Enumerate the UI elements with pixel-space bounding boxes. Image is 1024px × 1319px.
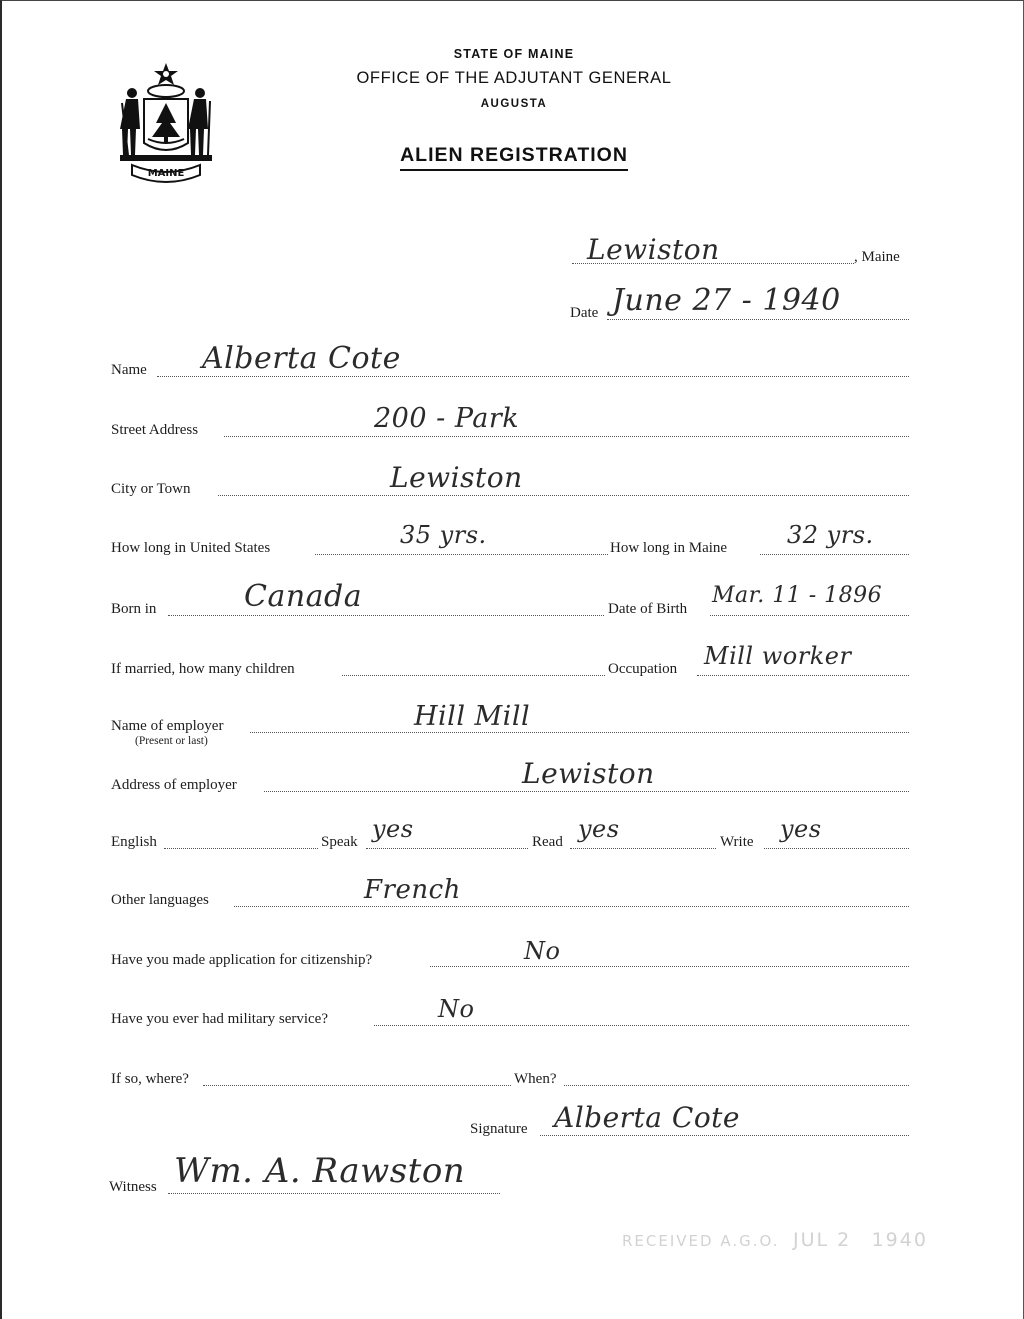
when-label: When? bbox=[514, 1071, 557, 1087]
how-long-us-line bbox=[315, 554, 608, 555]
military-label: Have you ever had military service? bbox=[111, 1011, 328, 1027]
children-line bbox=[342, 675, 605, 676]
city-town-label: City or Town bbox=[111, 481, 191, 497]
how-long-us-value[interactable]: 35 yrs. bbox=[400, 521, 487, 549]
name-value[interactable]: Alberta Cote bbox=[202, 341, 401, 376]
read-label: Read bbox=[532, 834, 563, 850]
received-stamp bbox=[622, 1229, 928, 1251]
occupation-label: Occupation bbox=[608, 661, 678, 677]
street-address-value[interactable]: 200 - Park bbox=[374, 403, 520, 434]
date-label: Date bbox=[570, 305, 599, 321]
signature-label: Signature bbox=[470, 1121, 528, 1137]
office-heading: OFFICE OF THE ADJUTANT GENERAL bbox=[356, 69, 672, 87]
speak-line bbox=[366, 848, 528, 849]
if-so-where-label: If so, where? bbox=[111, 1071, 189, 1087]
signature-line bbox=[540, 1135, 909, 1136]
place-value[interactable]: Lewiston bbox=[587, 233, 720, 266]
witness-line bbox=[168, 1193, 500, 1194]
how-long-us-label: How long in United States bbox=[111, 540, 271, 556]
stamp-year: 1940 bbox=[871, 1229, 928, 1251]
date-of-birth-line bbox=[710, 615, 909, 616]
state-heading: STATE OF MAINE bbox=[453, 47, 575, 61]
street-address-label: Street Address bbox=[111, 422, 199, 438]
witness-label: Witness bbox=[109, 1179, 157, 1195]
how-long-maine-label: How long in Maine bbox=[610, 540, 728, 556]
employer-line bbox=[250, 732, 909, 733]
when-line bbox=[564, 1085, 909, 1086]
english-line bbox=[164, 848, 318, 849]
form-title: ALIEN REGISTRATION bbox=[2, 144, 1024, 167]
military-value[interactable]: No bbox=[438, 995, 475, 1023]
employer-sublabel: (Present or last) bbox=[135, 735, 208, 747]
citizenship-line bbox=[430, 966, 909, 967]
children-label: If married, how many children bbox=[111, 661, 295, 677]
city-heading: AUGUSTA bbox=[480, 98, 548, 110]
born-in-line bbox=[168, 615, 604, 616]
employer-value[interactable]: Hill Mill bbox=[414, 701, 531, 732]
city-town-line bbox=[218, 495, 909, 496]
street-address-line bbox=[224, 436, 909, 437]
employer-address-value[interactable]: Lewiston bbox=[522, 757, 655, 790]
name-label: Name bbox=[111, 362, 147, 378]
english-label: English bbox=[111, 834, 157, 850]
other-languages-label: Other languages bbox=[111, 892, 209, 908]
military-line bbox=[374, 1025, 909, 1026]
if-so-where-line bbox=[203, 1085, 511, 1086]
name-line bbox=[157, 376, 909, 377]
place-suffix: , Maine bbox=[854, 249, 900, 265]
speak-label: Speak bbox=[321, 834, 358, 850]
employer-label: Name of employer bbox=[111, 718, 224, 734]
employer-address-label: Address of employer bbox=[111, 777, 237, 793]
write-line bbox=[764, 848, 909, 849]
how-long-maine-value[interactable]: 32 yrs. bbox=[787, 521, 874, 549]
how-long-maine-line bbox=[760, 554, 909, 555]
stamp-text: RECEIVED A.G.O. bbox=[622, 1232, 780, 1250]
occupation-line bbox=[697, 675, 909, 676]
born-in-label: Born in bbox=[111, 601, 157, 617]
born-in-value[interactable]: Canada bbox=[244, 579, 363, 614]
write-value[interactable]: yes bbox=[780, 815, 822, 843]
stamp-month: JUL 2 bbox=[793, 1229, 852, 1251]
read-value[interactable]: yes bbox=[578, 815, 620, 843]
other-languages-value[interactable]: French bbox=[364, 875, 461, 905]
other-languages-line bbox=[234, 906, 909, 907]
write-label: Write bbox=[720, 834, 754, 850]
citizenship-value[interactable]: No bbox=[524, 937, 561, 965]
signature-value[interactable]: Alberta Cote bbox=[554, 1101, 741, 1134]
witness-value[interactable]: Wm. A. Rawston bbox=[174, 1151, 466, 1191]
speak-value[interactable]: yes bbox=[372, 815, 414, 843]
city-town-value[interactable]: Lewiston bbox=[390, 461, 523, 494]
citizenship-label: Have you made application for citizenship? bbox=[111, 952, 373, 968]
date-line bbox=[607, 319, 909, 320]
date-of-birth-label: Date of Birth bbox=[608, 601, 688, 617]
date-value[interactable]: June 27 - 1940 bbox=[612, 283, 841, 318]
occupation-value[interactable]: Mill worker bbox=[704, 642, 852, 670]
date-of-birth-value[interactable]: Mar. 11 - 1896 bbox=[712, 583, 883, 608]
read-line bbox=[570, 848, 716, 849]
seal-text: MAINE bbox=[147, 168, 185, 179]
employer-address-line bbox=[264, 791, 909, 792]
